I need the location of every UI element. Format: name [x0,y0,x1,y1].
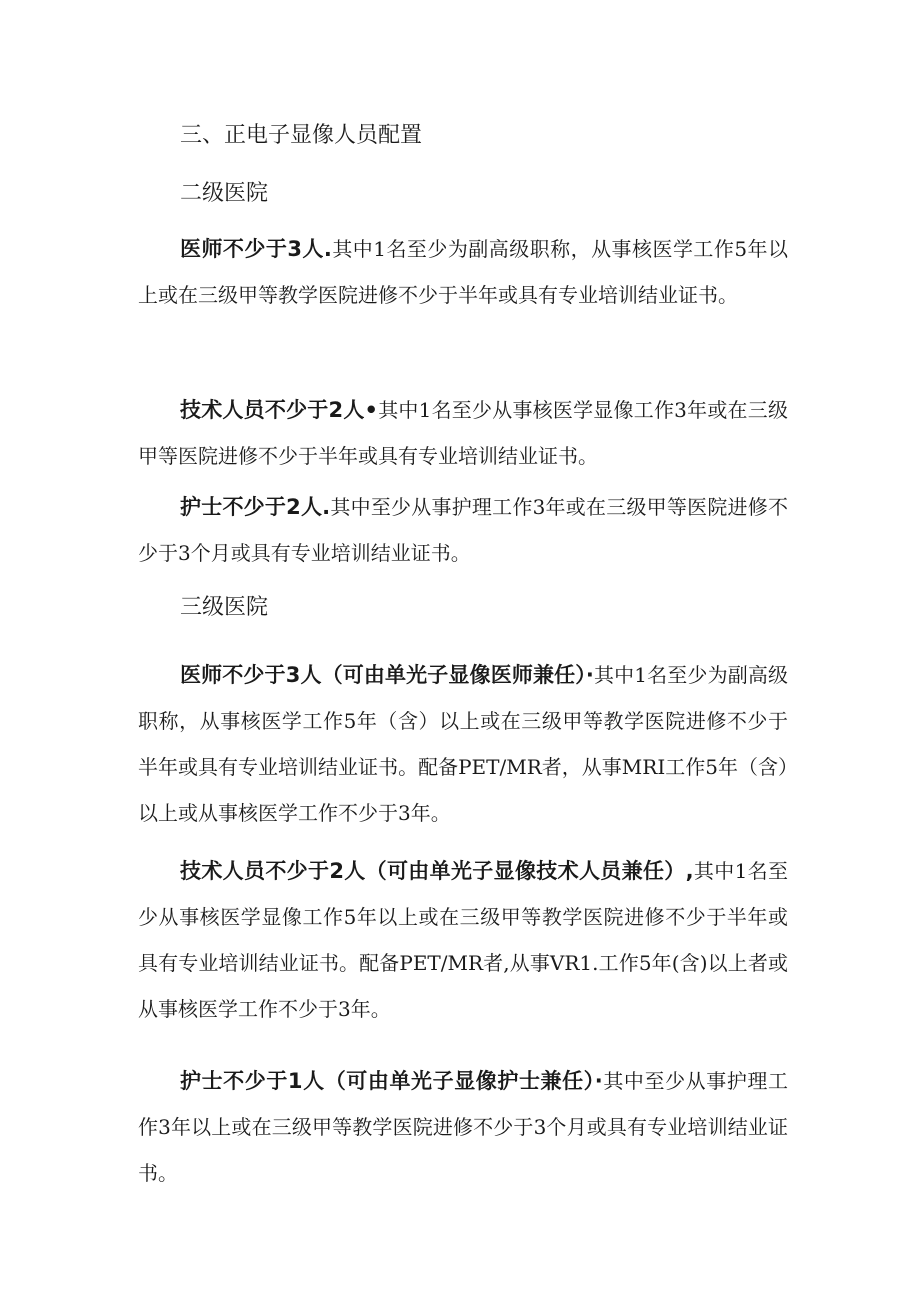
paragraph-body: 其中1名至少为副高级职称，从事核医学工作5年（含）以上或在三级甲等教学医院进修不少于半年或具有专业培训结业证书。配备PET/MR者，从事MRI工作5年（含）以上或从事核医学工作不少于3年。 [138,663,788,825]
paragraph-body: 其中1名至少从事核医学显像工作5年以上或在三级甲等教学医院进修不少于半年或具有专业培训结业证书。配备PET/MR者,从事VR1.工作5年(含)以上者或从事核医学工作不少于3年。 [138,859,788,1021]
paragraph-lead: 护士不少于1人（可由单光子显像护士兼任）· [180,1069,603,1093]
paragraph-body: 其中至少从事护理工作3年以上或在三级甲等教学医院进修不少于3个月或具有专业培训结业证书。 [138,1069,788,1185]
level2-title: 二级医院 [180,181,269,206]
paragraph-lead: 医师不少于3人（可由单光子显像医师兼任）· [180,663,594,687]
section-title: 三、正电子显像人员配置 [180,123,423,148]
paragraph-body: 其中1名至少从事核医学显像工作3年或在三级甲等医院进修不少于半年或具有专业培训结业证书。 [138,398,788,468]
level3-technician-paragraph [138,848,788,1032]
level3-physician-paragraph [138,652,788,836]
level2-technician-paragraph [138,387,788,479]
level2-physician-paragraph [138,226,788,318]
paragraph-body: 其中至少从事护理工作3年或在三级甲等医院进修不少于3个月或具有专业培训结业证书。 [138,495,788,565]
paragraph-lead: 护士不少于2人. [180,495,331,519]
paragraph-lead: 技术人员不少于2人• [180,398,378,422]
paragraph-body: 其中1名至少为副高级职称，从事核医学工作5年以上或在三级甲等教学医院进修不少于半年或具有专业培训结业证书。 [138,237,789,307]
paragraph-lead: 医师不少于3人. [180,237,332,261]
level2-nurse-paragraph [138,484,788,576]
level3-title: 三级医院 [180,595,269,620]
level3-nurse-paragraph [138,1058,788,1196]
paragraph-lead: 技术人员不少于2人（可由单光子显像技术人员兼任）, [180,859,694,883]
